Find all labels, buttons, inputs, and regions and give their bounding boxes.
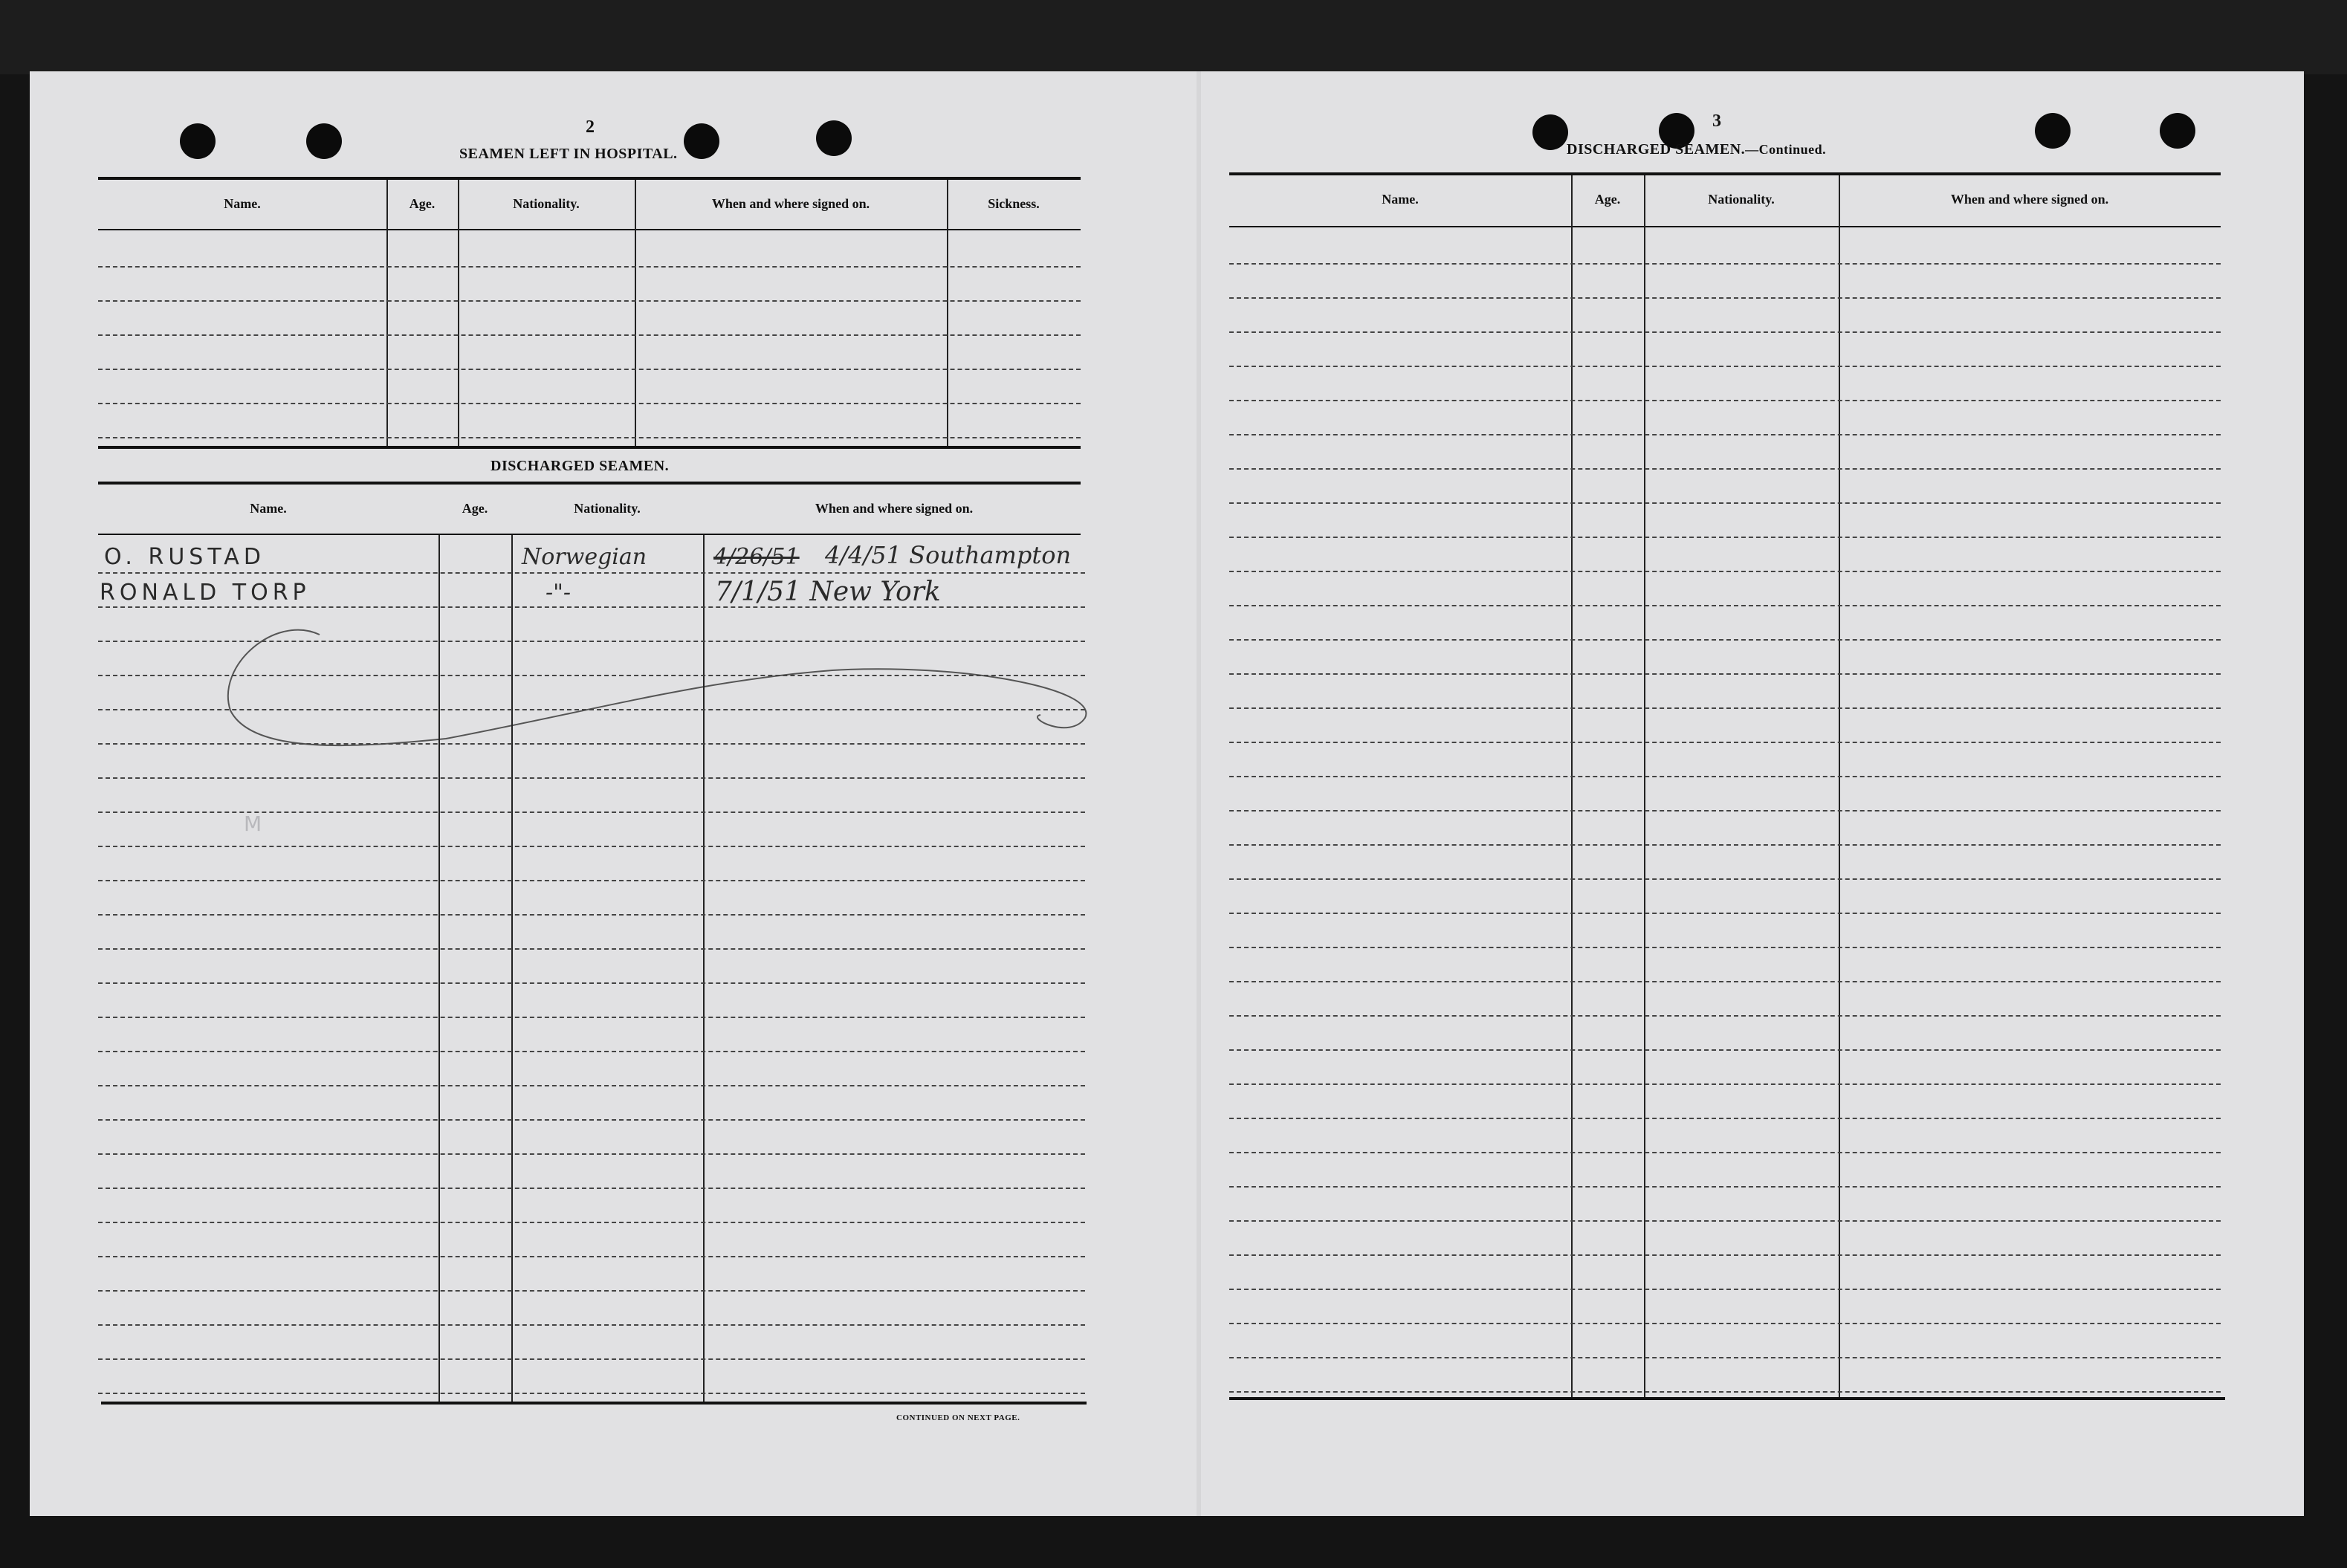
entry-nationality: -"- bbox=[546, 580, 572, 606]
document-sheet bbox=[30, 71, 2304, 1516]
entry-nationality: Norwegian bbox=[522, 544, 647, 570]
title-text: DISCHARGED SEAMEN. bbox=[1567, 141, 1746, 158]
column-header-name: Name. bbox=[224, 196, 261, 211]
hospital-section-title: SEAMEN LEFT IN HOSPITAL. bbox=[459, 146, 678, 162]
column-header-nationality: Nationality. bbox=[1708, 192, 1775, 207]
column-header-signed-on: When and where signed on. bbox=[1950, 192, 2109, 207]
pen-loop-stroke bbox=[228, 630, 1087, 745]
discharged-section-title: DISCHARGED SEAMEN. bbox=[491, 458, 670, 474]
column-header-sickness: Sickness. bbox=[988, 196, 1040, 211]
pen-stroke-overlay bbox=[30, 71, 2304, 1516]
column-header-nationality: Nationality. bbox=[574, 501, 641, 516]
page-number: 3 bbox=[1712, 111, 1721, 131]
entry-name: RONALD TORP bbox=[100, 580, 311, 606]
title-suffix: —Continued. bbox=[1745, 142, 1827, 157]
entry-signed-on: 7/1/51 New York bbox=[715, 577, 941, 607]
column-header-name: Name. bbox=[1382, 192, 1419, 207]
entry-name: O. RUSTAD bbox=[104, 544, 265, 570]
column-header-signed-on: When and where signed on. bbox=[815, 501, 974, 516]
scan-background bbox=[0, 0, 2347, 74]
column-header-age: Age. bbox=[409, 196, 436, 211]
faint-stamp: M bbox=[244, 811, 262, 836]
continued-footer: CONTINUED ON NEXT PAGE. bbox=[896, 1413, 1020, 1422]
page-number: 2 bbox=[586, 117, 595, 137]
entry-signed-on-struck: 4/26/51 bbox=[713, 544, 800, 570]
entry-signed-on: 4/4/51 Southampton bbox=[825, 541, 1072, 569]
column-header-age: Age. bbox=[462, 501, 488, 516]
column-header-nationality: Nationality. bbox=[513, 196, 580, 211]
column-header-name: Name. bbox=[250, 501, 287, 516]
column-header-age: Age. bbox=[1594, 192, 1621, 207]
column-header-signed-on: When and where signed on. bbox=[711, 196, 870, 211]
